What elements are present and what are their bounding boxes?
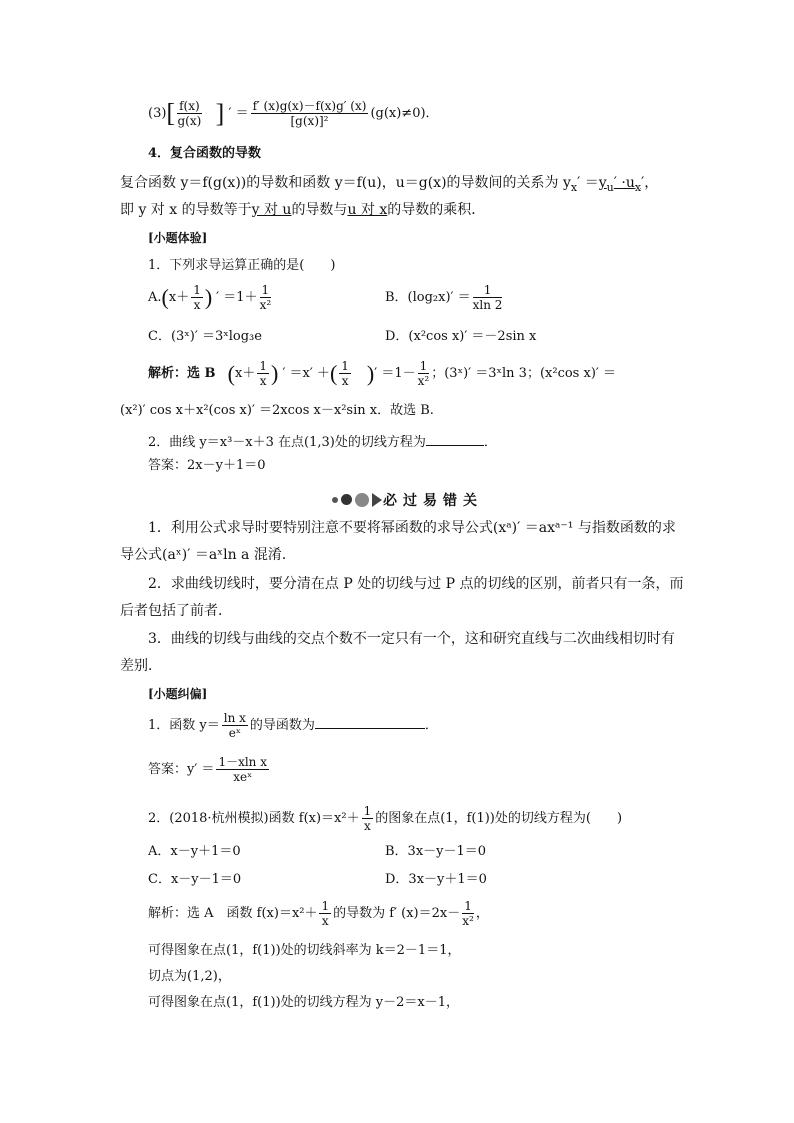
quotient-rule-line: (3)[ $\frac{f(x)}{g(x)}$ ] ′ ＝ $\frac{f' (x)g(x)-f(x)g' (x)}{\text{[g(x)]²}}$ (g(x)≠0)． xyxy=(148,98,439,128)
option-d2: D．3x－y＋1＝0 xyxy=(385,872,487,887)
analysis-2-line-2: 可得图象在点(1，f(1))处的切线斜率为 k＝2－1＝1， xyxy=(148,943,461,958)
fraction-f-over-g: $\frac{f(x)}{g(x)}$ xyxy=(177,99,202,128)
composite-derivative-text-2: 即 y 对 x 的导数等于y 对 u的导数与u 对 x的导数的乘积． xyxy=(120,202,486,218)
correction-heading: [小题纠偏] xyxy=(148,687,208,701)
analysis-2: 解析：选 A 函数 f(x)＝x²＋ $\frac{1}{x}$ 的导数为 f′ (x)＝2x－ $\frac{1}{\text{x²}}$ ， xyxy=(148,899,489,928)
pitfall-2-line-2: 后者包括了前者． xyxy=(120,603,232,619)
pitfall-1-line-1: 1．利用公式求导时要特别注意不要将幂函数的求导公式(xᵃ)′ ＝axᵃ⁻¹ 与指数函数的求 xyxy=(148,520,676,536)
pitfall-2-line-1: 2．求曲线切线时，要分清在点 P 处的切线与过 P 点的切线的区别，前者只有一条，而 xyxy=(148,576,684,592)
correction-answer-1: 答案：y′ ＝ $\frac{\text{1－xln x}}{\text{xeˣ}}$ xyxy=(148,755,267,784)
option-d: D．(x²cos x)′ ＝－2sin x xyxy=(385,329,537,344)
banner-decoration-icon xyxy=(332,492,382,507)
option-b2: B．3x－y－1＝0 xyxy=(385,844,487,859)
section-banner xyxy=(0,487,794,509)
option-a2: A．x－y＋1＝0 xyxy=(148,844,241,859)
pitfall-1-line-2: 导公式(aˣ)′ ＝aˣln a 混淆． xyxy=(120,547,296,563)
option-c: C．(3ˣ)′ ＝3ˣlog₃e xyxy=(148,329,262,344)
pitfall-3-line-2: 差别． xyxy=(120,658,162,674)
practice-heading: [小题体验] xyxy=(148,231,208,245)
quotient-fraction: $\frac{f' (x)g(x)-f(x)g' (x)}{\text{[g(x)]²}}$ xyxy=(252,99,367,128)
analysis-2-line-3: 切点为(1,2)， xyxy=(148,969,231,984)
correction-question-1: 1．函数 y＝ $\frac{\text{ln x}}{\text{eˣ}}$ 的导函数为 ． xyxy=(148,711,438,740)
analysis-2-line-4: 可得图象在点(1，f(1))处的切线方程为 y－2＝x－1， xyxy=(148,995,459,1010)
composite-derivative-text: 复合函数 y＝f(g(x))的导数和函数 y＝f(u)，u＝g(x)的导数间的关系为 $y_x' =y_u' \cdot u_x'$， xyxy=(120,175,659,194)
section-title: 必过易错关 xyxy=(383,493,483,509)
option-c2: C．x－y－1＝0 xyxy=(148,872,242,887)
option-a-row: A.(x＋ $\frac{1}{x}$ ) ′ ＝1＋ $\frac{1}{\text{x²}}$ xyxy=(148,283,272,312)
subsection-heading: 4．复合函数的导数 xyxy=(148,146,262,161)
pitfall-3-line-1: 3．曲线的切线与曲线的交点个数不一定只有一个，这和研究直线与二次曲线相切时有 xyxy=(148,631,675,647)
question-1: 1．下列求导运算正确的是( ) xyxy=(148,258,336,273)
question-2: 2．曲线 y＝x³－x＋3 在点(1,3)处的切线方程为 ． xyxy=(148,435,497,450)
correction-question-2: 2．(2018·杭州模拟)函数 f(x)＝x²＋ $\frac{1}{x}$ 的图象在点(1，f(1))处的切线方程为( ) xyxy=(148,804,623,833)
analysis-1-cont: (x²)′ cos x＋x²(cos x)′ ＝2xcos x－x²sin x．故选 B. xyxy=(120,403,434,418)
option-b: B．(log₂x)′ ＝ $\frac{1}{xln 2}$ xyxy=(385,283,503,312)
analysis-1: 解析：选 B (x＋ $\frac{1}{x}$ ) ′ ＝x′ ＋( $\frac{1}{x}$ )′ ＝1－ $\frac{1}{\text{x²}}$ ；(3ˣ)′ ＝3ˣln 3；(x²cos x)′ ＝ xyxy=(148,359,616,388)
answer-2: 答案：2x－y＋1＝0 xyxy=(148,458,266,473)
